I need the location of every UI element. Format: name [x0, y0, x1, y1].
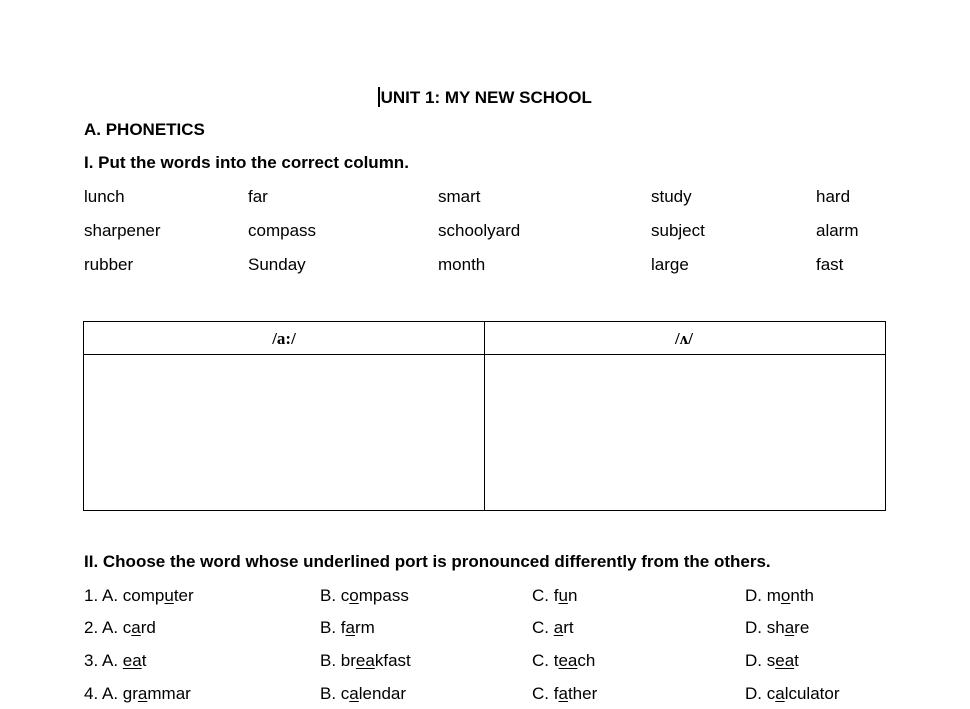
underlined-part: a — [775, 684, 785, 703]
option-1a[interactable]: 1. A. computer — [84, 586, 194, 605]
word: smart — [438, 187, 481, 206]
section-a-heading: A. PHONETICS — [84, 120, 205, 139]
option-4b[interactable]: B. calendar — [320, 684, 407, 703]
word: month — [438, 255, 486, 274]
answer-cell-a[interactable] — [84, 355, 484, 510]
underlined-part: a — [784, 618, 795, 637]
underlined-part: a — [349, 684, 359, 703]
option-2d[interactable]: D. share — [745, 618, 810, 637]
underlined-part: ea — [775, 651, 795, 670]
word: alarm — [816, 221, 859, 240]
option-1b[interactable]: B. compass — [320, 586, 409, 605]
option-3c[interactable]: C. teach — [532, 651, 596, 670]
underlined-part: a — [131, 618, 141, 637]
word: fast — [816, 255, 844, 274]
word: subject — [651, 221, 705, 240]
column-header-schwa: /ʌ/ — [675, 329, 693, 348]
word: lunch — [84, 187, 125, 206]
option-1d[interactable]: D. month — [745, 586, 815, 605]
option-2b[interactable]: B. farm — [320, 618, 375, 637]
word: far — [248, 187, 268, 206]
exercise-2-instruction: II. Choose the word whose underlined port is pronounced differently from the others. — [84, 552, 771, 571]
underlined-part: o — [349, 586, 359, 605]
word: hard — [816, 187, 851, 206]
page-title: UNIT 1: MY NEW SCHOOL — [0, 87, 970, 108]
underlined-part: ea — [355, 651, 375, 670]
option-3b[interactable]: B. breakfast — [320, 651, 411, 670]
answer-cell-schwa[interactable] — [485, 355, 885, 510]
option-2c[interactable]: C. art — [532, 618, 574, 637]
word: large — [651, 255, 689, 274]
word: Sunday — [248, 255, 306, 274]
underlined-part: u — [558, 586, 568, 605]
option-3d[interactable]: D. seat — [745, 651, 799, 670]
word: compass — [248, 221, 317, 240]
underlined-part: o — [780, 586, 791, 605]
word: sharpener — [84, 221, 161, 240]
underlined-part: u — [164, 586, 174, 605]
option-1c[interactable]: C. fun — [532, 586, 578, 605]
option-4c[interactable]: C. father — [532, 684, 598, 703]
column-header-a: /a:/ — [272, 329, 296, 348]
text-cursor — [378, 87, 380, 107]
sorting-table — [83, 321, 886, 511]
underlined-part: ea — [122, 651, 142, 670]
word: schoolyard — [438, 221, 521, 240]
option-4a[interactable]: 4. A. grammar — [84, 684, 191, 703]
underlined-part: a — [553, 618, 564, 637]
option-4d[interactable]: D. calculator — [745, 684, 840, 703]
underlined-part: a — [558, 684, 568, 703]
underlined-part: a — [137, 684, 148, 703]
option-2a[interactable]: 2. A. card — [84, 618, 156, 637]
option-3a[interactable]: 3. A. eat — [84, 651, 147, 670]
underlined-part: a — [345, 618, 355, 637]
exercise-1-instruction: I. Put the words into the correct column. — [84, 153, 409, 172]
word: rubber — [84, 255, 134, 274]
underlined-part: ea — [558, 651, 578, 670]
word: study — [651, 187, 692, 206]
